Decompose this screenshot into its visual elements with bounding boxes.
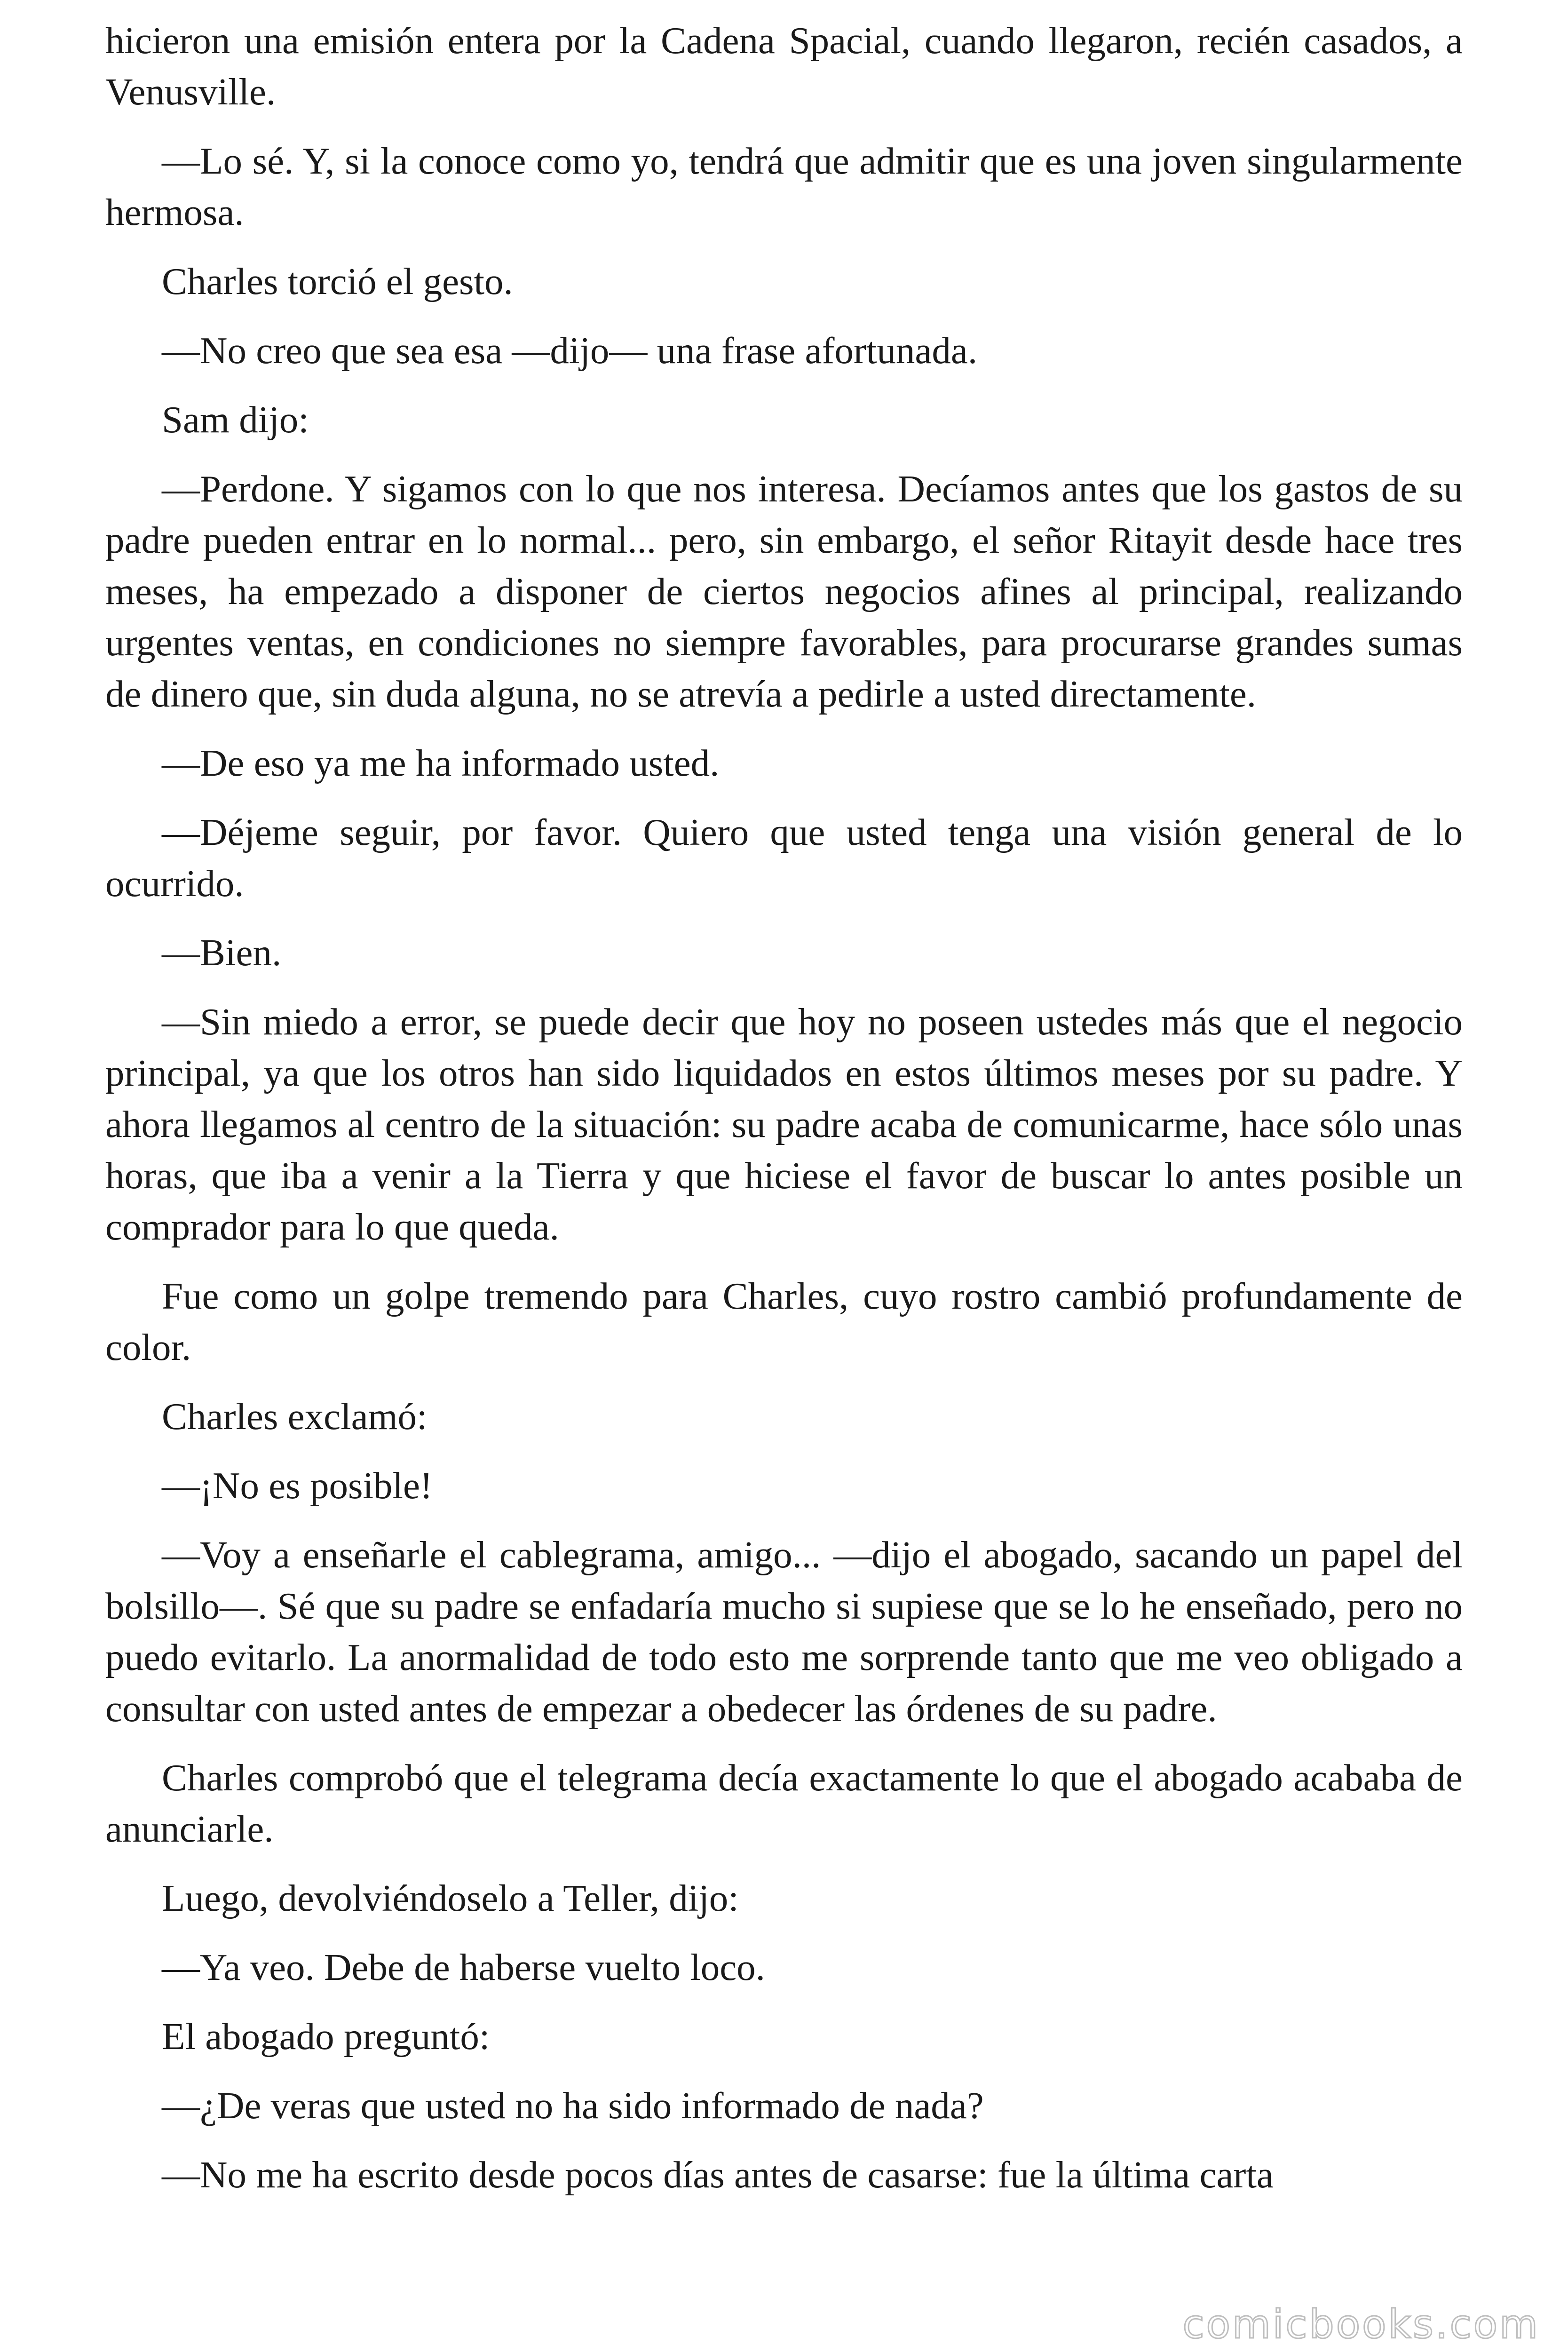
paragraph: —Voy a enseñarle el cablegrama, amigo... —dijo el abogado, sacando un papel del bolsillo—. Sé que su padre se enfadaría mucho si supiese que se lo he enseñado, pero no puedo evitarlo. La anormalidad de todo esto me sorprende tanto que me veo obligado a consultar con usted antes de empezar a obedecer las órdenes de su padre.	[105, 1534, 1463, 1730]
paragraph: —Sin miedo a error, se puede decir que hoy no poseen ustedes más que el negocio principal, ya que los otros han sido liquidados en estos últimos meses por su padre. Y ahora llegamos al centro de la situación: su padre acaba de comunicarme, hace sólo unas horas, que iba a venir a la Tierra y que hiciese el favor de buscar lo antes posible un comprador para lo que queda.	[105, 1001, 1463, 1248]
paragraph: —Lo sé. Y, si la conoce como yo, tendrá que admitir que es una joven singularmente hermosa.	[105, 140, 1463, 233]
paragraph: Luego, devolviéndoselo a Teller, dijo:	[162, 1877, 739, 1919]
paragraph: Charles exclamó:	[162, 1395, 428, 1438]
paragraph: Charles torció el gesto.	[162, 260, 513, 302]
paragraph: Fue como un golpe tremendo para Charles, cuyo rostro cambió profundamente de color.	[105, 1275, 1463, 1368]
paragraph: Charles comprobó que el telegrama decía exactamente lo que el abogado acababa de anunciarle.	[105, 1756, 1463, 1850]
paragraph: —Bien.	[162, 931, 282, 974]
paragraph: Sam dijo:	[162, 398, 309, 441]
body-text	[105, 15, 1463, 2218]
paragraph: El abogado preguntó:	[162, 2015, 490, 2058]
paragraph: —Perdone. Y sigamos con lo que nos interesa. Decíamos antes que los gastos de su padre pueden entrar en lo normal... pero, sin embargo, el señor Ritayit desde hace tres meses, ha empezado a disponer de ciertos negocios afines al principal, realizando urgentes ventas, en condiciones no siempre favorables, para procurarse grandes sumas de dinero que, sin duda alguna, no se atrevía a pedirle a usted directamente.	[105, 468, 1463, 715]
paragraph: —Ya veo. Debe de haberse vuelto loco.	[162, 1946, 765, 1988]
paragraph: —Déjeme seguir, por favor. Quiero que usted tenga una visión general de lo ocurrido.	[105, 811, 1463, 905]
paragraph: hicieron una emisión entera por la Cadena Spacial, cuando llegaron, recién casados, a Venusville.	[105, 19, 1463, 113]
paragraph: —¿De veras que usted no ha sido informado de nada?	[162, 2084, 984, 2127]
paragraph: —No me ha escrito desde pocos días antes de casarse: fue la última carta	[162, 2153, 1274, 2196]
watermark: comicbooks.com	[1182, 2301, 1540, 2347]
paragraph: —De eso ya me ha informado usted.	[162, 742, 720, 784]
paragraph: —No creo que sea esa —dijo— una frase afortunada.	[162, 329, 978, 372]
paragraph: —¡No es posible!	[162, 1464, 433, 1507]
